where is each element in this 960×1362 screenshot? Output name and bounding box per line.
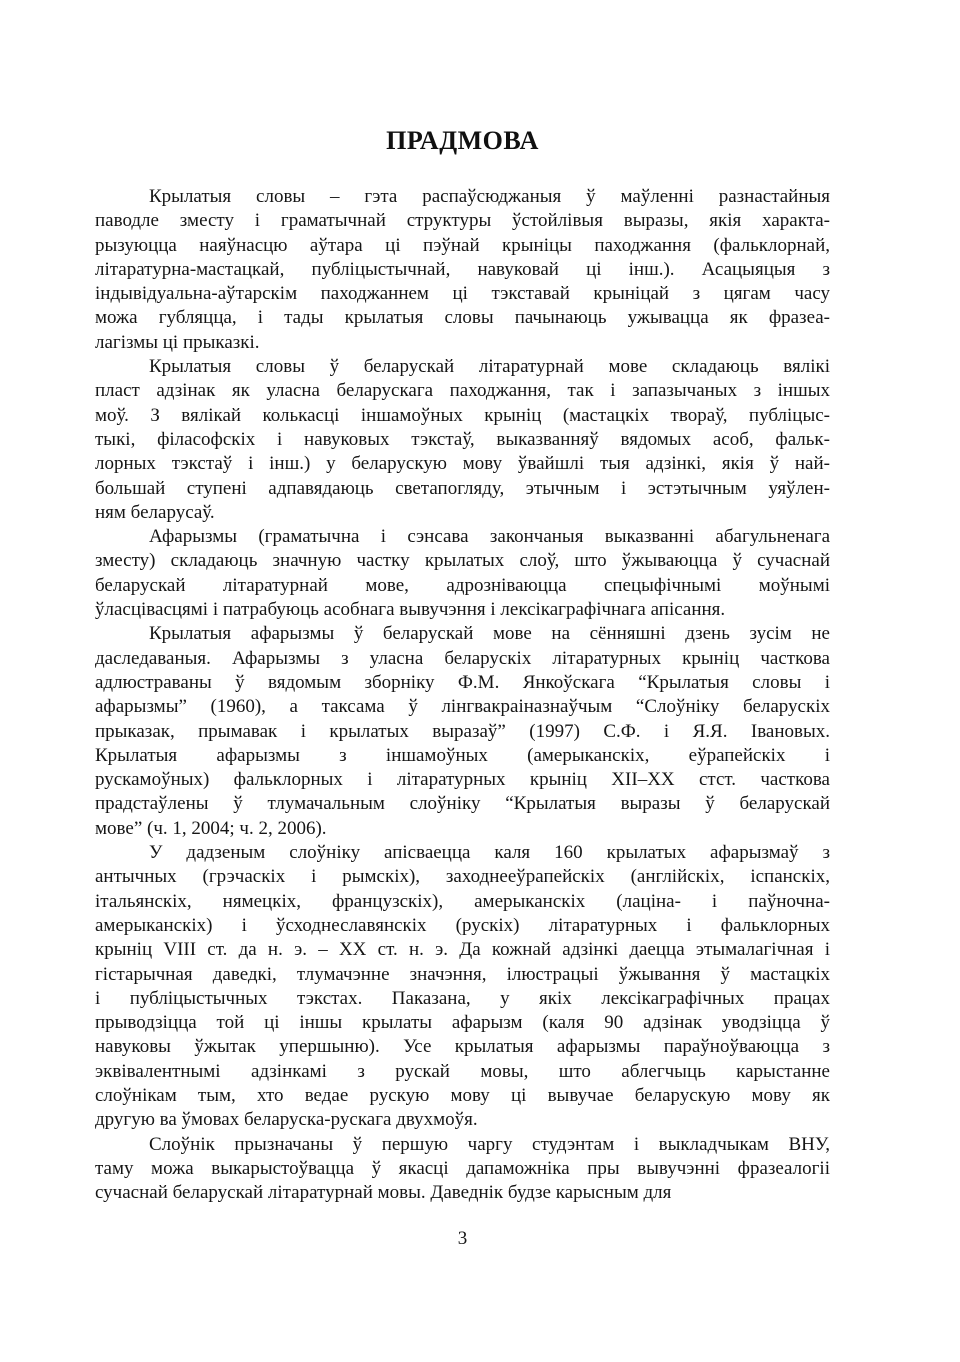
text-line: ням беларусаў.	[95, 501, 215, 523]
text-line: лагізмы ці прыказкі.	[95, 331, 260, 353]
text-line: таму можа выкарыстоўвацца ў якасці дапаможніка пры вывучэнні фразеалогіі	[95, 1157, 830, 1179]
text-line: даследаваныя. Афарызмы з уласна беларускіх літаратурных крыніц часткова	[95, 647, 830, 669]
text-line: прыказак, прымавак і крылатых выразаў” (1997) С.Ф. і Я.Я. Івановых.	[95, 720, 830, 742]
text-line: пласт адзінак як уласна беларускага паходжання, так і запазычаных з іншых	[95, 380, 830, 402]
text-line: гістарычная даведкі, тлумачэнне значэння, ілюстрацыі ўжывання ў мастацкіх	[95, 963, 830, 985]
text-line: прадстаўлены ў тлумачальным слоўніку “Крылатыя выразы ў беларускай	[95, 793, 830, 815]
text-line: паводле зместу і граматычнай структуры ўстойлівыя выразы, якія характа-	[95, 210, 830, 232]
paragraph	[95, 355, 830, 525]
text-line: Крылатыя словы ў беларускай літаратурнай мове складаюць вялікі	[149, 356, 830, 378]
text-line: У дадзеным слоўніку апісваецца каля 160 крылатых афарызмаў з	[149, 842, 830, 864]
text-line: амерыканскіх) і ўсходнеславянскіх (рускіх) літаратурных і фальклорных	[95, 914, 830, 936]
text-line: адлюстраваны ў вядомым зборніку Ф.М. Янкоўскага “Крылатыя словы і	[95, 671, 830, 693]
text-line: большай ступені адпавядаюць светапогляду, этычным і эстэтычным уяўлен-	[95, 477, 830, 499]
text-body	[95, 185, 830, 1205]
text-line: Крылатыя афарызмы з іншамоўных (амерыканскіх, еўрапейскіх і	[95, 744, 830, 766]
text-line: лорных тэкстаў і інш.) у беларускую мову ўвайшлі тыя адзінкі, якія ў най-	[95, 453, 830, 475]
text-line: афарызмы” (1960), а таксама ў лінгвакраіназнаўчым “Слоўніку беларускіх	[95, 696, 830, 718]
text-line: Слоўнік прызначаны ў першую чаргу студэнтам і выкладчыкам ВНУ,	[149, 1133, 830, 1155]
text-line: беларускай літаратурнай мове, адрозніваюцца спецыфічнымі моўнымі	[95, 574, 830, 596]
text-line: слоўнікам тым, хто ведае рускую мову ці вывучае беларускую мову як	[95, 1084, 830, 1106]
text-line: Крылатыя афарызмы ў беларускай мове на сённяшні дзень зусім не	[149, 623, 830, 645]
text-line: крыніц VIII ст. да н. э. – XX ст. н. э. Да кожнай адзінкі даецца этымалагічная і	[95, 939, 830, 961]
text-line: індывідуальна-аўтарскім паходжаннем ці тэкставай крыніцай з цягам часу	[95, 283, 830, 305]
paragraph	[95, 525, 830, 622]
text-line: ўласцівасцямі і патрабуюць асобнага вывучэння і лексікаграфічнага апісання.	[95, 599, 726, 621]
text-line: мове” (ч. 1, 2004; ч. 2, 2006).	[95, 817, 327, 839]
text-line: зместу) складаюць значную частку крылатых слоў, што ўжываюцца ў сучаснай	[95, 550, 830, 572]
text-line: сучаснай беларускай літаратурнай мовы. Даведнік будзе карысным для	[95, 1182, 672, 1204]
text-line: антычных (грэчаскіх і рымскіх), заходнееўрапейскіх (англійскіх, іспанскіх,	[95, 866, 830, 888]
paragraph	[95, 622, 830, 841]
text-line: моў. З вялікай колькасці іншамоўных крыніц (мастацкіх твораў, публіцыс-	[95, 404, 830, 426]
text-block	[95, 127, 830, 1251]
text-line: літаратурна-мастацкай, публіцыстычнай, навуковай ці інш.). Асацыяцыя з	[95, 258, 830, 280]
text-line: тыкі, філасофскіх і навуковых тэкстаў, выказванняў вядомых асоб, фальк-	[95, 428, 830, 450]
text-line: Афарызмы (граматычна і сэнсава закончаныя выказванні абагульненага	[149, 526, 830, 548]
text-line: прыводзіцца той ці іншы крылаты афарызм (каля 90 адзінак уводзіцца ў	[95, 1012, 830, 1034]
text-line: можа губляцца, і тады крылатыя словы пачынаюць ужывацца як фразеа-	[95, 307, 830, 329]
text-line: Крылатыя словы – гэта распаўсюджаныя ў маўленні разнастайныя	[149, 186, 830, 207]
paragraph	[95, 1133, 830, 1206]
text-line: рускамоўных) фальклорных і літаратурных крыніц XII–XX стст. часткова	[95, 769, 830, 791]
text-line: італьянскіх, нямецкіх, французскіх), амерыканскіх (лаціна- і паўночна-	[95, 890, 830, 912]
text-line: эквівалентнымі адзінкамі з рускай мовы, што аблегчыць карыстанне	[95, 1060, 830, 1082]
paragraph	[95, 841, 830, 1133]
page-title: ПРАДМОВА	[386, 126, 539, 155]
text-line: другую ва ўмовах беларуска-рускага двухмоўя.	[95, 1109, 478, 1131]
text-line: і публіцыстычных тэкстах. Паказана, у якіх лексікаграфічных працах	[95, 987, 830, 1009]
page-number: 3	[457, 1228, 468, 1250]
text-line: навуковы ўжытак упершыню). Усе крылатыя афарызмы параўноўваюцца з	[95, 1036, 830, 1058]
text-line: рызуюцца наяўнасцю аўтара ці пэўнай крыніцы паходжання (фальклорнай,	[95, 234, 830, 256]
paragraph	[95, 185, 830, 355]
